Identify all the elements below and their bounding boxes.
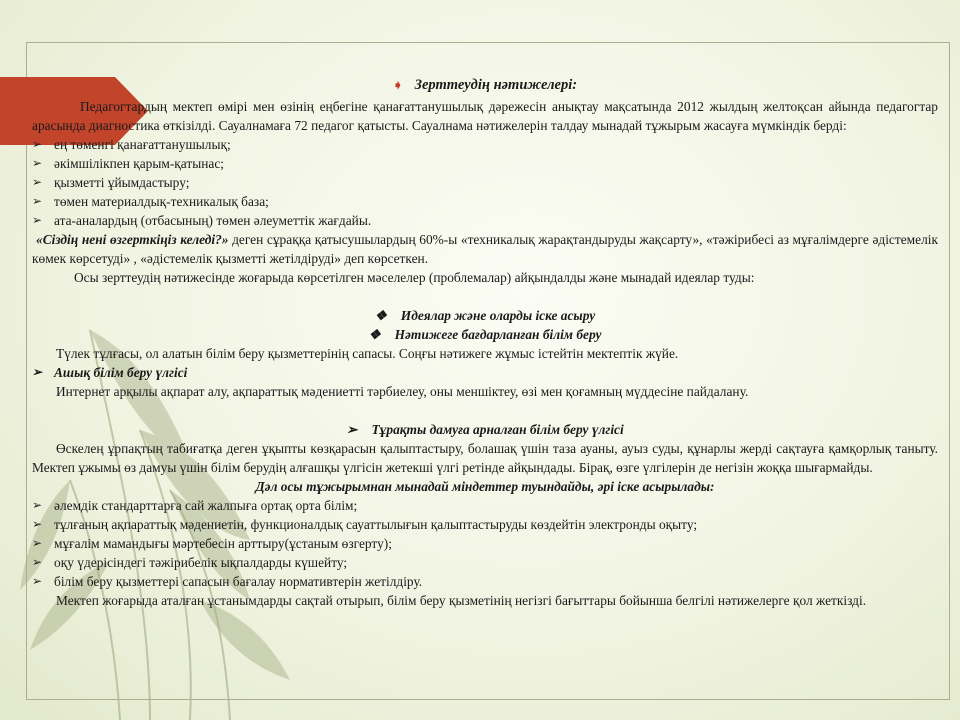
open-model-heading-list <box>32 363 938 382</box>
list-item: ➢ әлемдік стандарттарға сай жалпыға ортақ орта білім; <box>32 498 358 513</box>
diamond-bullet-icon: ❖ <box>368 327 381 342</box>
arrow-bullet-icon: ➢ <box>32 365 43 379</box>
list-item: ➢ әкімшілікпен қарым-қатынас; <box>32 156 225 171</box>
arrow-bullet-icon: ➢ <box>32 213 43 227</box>
list-item: ➢ ең төменгі қанағаттанушылық; <box>32 137 231 152</box>
arrow-bullet-icon: ➢ <box>32 137 43 151</box>
arrow-bullet-icon: ➢ <box>32 194 43 208</box>
list-item: ➢ ата-аналардың (отбасының) төмен әлеуметтік жағдайы. <box>32 213 372 228</box>
open-model-paragraph: Интернет арқылы ақпарат алу, ақпараттық мәдениетті тәрбиелеу, оны меншіктеу, өзі мен қоғамның мүддесіне пайдалану. <box>56 384 749 399</box>
slide-title-text: Зерттеудің нәтижелері: <box>414 77 578 93</box>
arrow-bullet-icon: ➢ <box>32 156 43 170</box>
arrow-bullet-icon: ➢ <box>32 517 43 531</box>
tasks-list <box>32 496 938 591</box>
survey-paragraph <box>32 230 938 268</box>
arrow-bullet-icon: ➢ <box>32 555 43 569</box>
survey-text: деген сұраққа қатысушылардың 60%-ы «техникалық жарақтандыруды жақсарту», «тәжірибесі аз мұғалімдерге әдістемелік көмек көрсетуді» , «әдістемелік қызметті жетілдіруді» деп көрсеткен. <box>32 232 938 266</box>
ideas-heading-1: ❖ Идеялар және оларды іске асыру <box>374 308 596 323</box>
arrow-bullet-icon: ➢ <box>32 175 43 189</box>
diamond-bullet-icon: ❖ <box>374 308 387 323</box>
arrow-bullet-icon: ➢ <box>346 422 358 437</box>
conclusion-paragraph: Осы зерттеудің нәтижесінде жоғарыда көрсетілген мәселелер (проблемалар) айқындалды және мынадай идеялар туды: <box>74 270 755 285</box>
arrow-bullet-icon: ➢ <box>32 536 43 550</box>
final-paragraph: Мектеп жоғарыда аталған ұстанымдарды сақтай отырып, білім беру қызметінің негізгі бағыттары бойынша белгілі нәтижелерге қол жеткізді. <box>56 593 867 608</box>
list-item: ➢ мұғалім мамандығы мәртебесін арттыру(ұстаным өзгерту); <box>32 536 392 551</box>
ideas-heading-2: ❖ Нәтижеге бағдарланған білім беру <box>368 327 602 342</box>
bullet-arrow-icon: ➧ <box>392 78 403 92</box>
sustainable-heading: ➢ Тұрақты дамуға арналған білім беру үлгісі <box>346 422 624 437</box>
sustainable-paragraph: Өскелең ұрпақтың табиғатқа деген ұқыпты көзқарасын қалыптастыру, болашақ үшін таза ауаны, ауыз суды, құнарлы жерді сақтауға қамқорлық таныту. Мектеп ұжымы өз дамуы үшін білім берудің алғашқы үлгісін жетекші үлгі ретінде айқындады. Бірақ, өзге үлгілерін де негізін жоққа шығармайды. <box>32 441 938 475</box>
list-item: ➢ оқу үдерісіндегі тәжірибелік ықпалдарды күшейту; <box>32 555 348 570</box>
list-item: ➢ қызметті ұйымдастыру; <box>32 175 190 190</box>
tasks-heading: Дәл осы тұжырымнан мынадай міндеттер туындайды, әрі іске асырылады: <box>255 479 715 494</box>
list-item: ➢ төмен материалдық-техникалық база; <box>32 194 269 209</box>
list-item: ➢ тұлғаның ақпараттық мәдениетін, функционалдық сауаттылығын қалыптастыруды көздейтін электронды оқыту; <box>32 517 698 532</box>
result-paragraph: Түлек тұлғасы, ол алатын білім беру қызметтерінің сапасы. Соңғы нәтижеге жұмыс істейтін мектептік жүйе. <box>56 346 679 361</box>
arrow-bullet-icon: ➢ <box>32 498 43 512</box>
slide-title <box>32 76 938 95</box>
problems-list <box>32 135 938 230</box>
list-item: ➢ білім беру қызметтері сапасын бағалау нормативтерін жетілдіру. <box>32 574 423 589</box>
arrow-bullet-icon: ➢ <box>32 574 43 588</box>
survey-question: «Сіздің нені өзгерткіңіз келеді?» <box>36 232 229 247</box>
slide-content <box>32 76 938 610</box>
intro-paragraph: Педагогтардың мектеп өмірі мен өзінің еңбегіне қанағаттанушылық дәрежесін анықтау мақсатында 2012 жылдың желтоқсан айында педагогтар арасында диагностика өткізілді. Сауалнамаға 72 педагог қатысты. Сауалнама нәтижелерін талдау мынадай тұжырым жасауға мүмкіндік берді: <box>32 99 938 133</box>
open-model-heading: ➢ Ашық білім беру үлгісі <box>32 365 188 380</box>
